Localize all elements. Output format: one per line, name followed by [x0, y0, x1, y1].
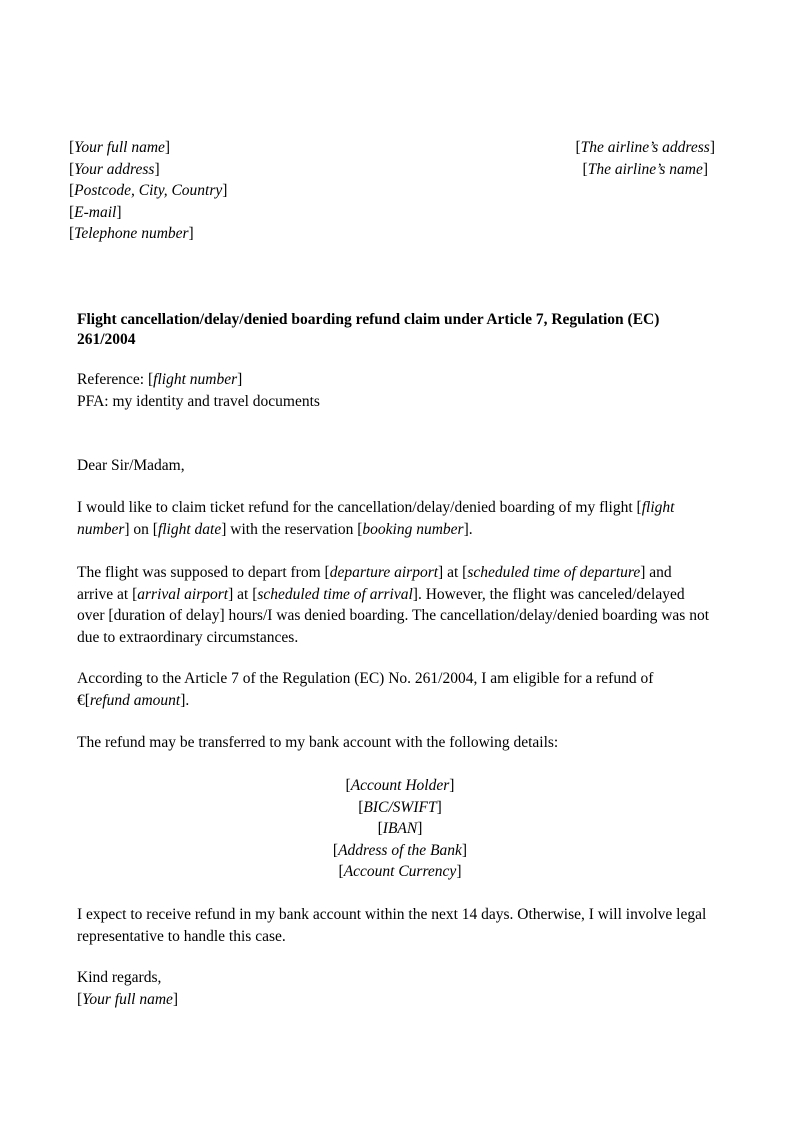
bank-bic: [BIC/SWIFT]	[358, 798, 442, 816]
paragraph-line: I would like to claim ticket refund for the cancellation/delay/denied boarding of my flight [flight	[77, 499, 675, 516]
paragraph-line: due to extraordinary circumstances.	[77, 628, 299, 646]
paragraph-flight-details	[77, 562, 737, 648]
sender-phone: [Telephone number]	[69, 225, 194, 242]
paragraph-line: €[refund amount].	[77, 691, 190, 709]
closing-block	[77, 967, 178, 1010]
paragraph-line: The flight was supposed to depart from [departure airport] at [scheduled time of departure] and	[77, 564, 672, 581]
paragraph-line: number] on [flight date] with the reservation [booking number].	[77, 520, 473, 538]
bank-currency: [Account Currency]	[338, 863, 462, 880]
sender-email: [E-mail]	[69, 203, 122, 221]
bank-details	[200, 775, 600, 883]
reference-block	[77, 369, 320, 412]
closing-name: [Your full name]	[77, 990, 179, 1008]
recipient-block	[575, 137, 715, 180]
sender-address: [Your address]	[69, 160, 160, 178]
recipient-address: [The airline’s address]	[575, 139, 715, 156]
paragraph-transfer: The refund may be transferred to my bank account with the following details:	[77, 734, 559, 751]
paragraph-line: arrive at [arrival airport] at [scheduled time of arrival]. However, the flight was canceled/delayed	[77, 585, 685, 603]
subject-heading	[77, 310, 727, 350]
salutation: Dear Sir/Madam,	[77, 457, 185, 474]
paragraph-line: According to the Article 7 of the Regulation (EC) No. 261/2004, I am eligible for a refund of	[77, 670, 654, 687]
paragraph-deadline	[77, 904, 737, 947]
paragraph-line: representative to handle this case.	[77, 927, 286, 945]
subject-line-1: Flight cancellation/delay/denied boarding refund claim under Article 7, Regulation (EC)	[77, 311, 660, 328]
paragraph-line: over [duration of delay] hours/I was denied boarding. The cancellation/delay/denied boarding was not	[77, 607, 709, 624]
sender-block	[69, 137, 227, 245]
reference-line: Reference: [flight number]	[77, 371, 243, 388]
bank-account-holder: [Account Holder]	[345, 777, 455, 794]
closing-regards: Kind regards,	[77, 969, 162, 986]
paragraph-claim	[77, 497, 737, 540]
sender-name: [Your full name]	[69, 139, 171, 156]
bank-iban: [IBAN]	[377, 820, 423, 837]
subject-line-2: 261/2004	[77, 331, 136, 348]
paragraph-eligibility	[77, 668, 737, 711]
recipient-name: [The airline’s name]	[582, 160, 708, 178]
sender-city: [Postcode, City, Country]	[69, 182, 228, 199]
pfa-line: PFA: my identity and travel documents	[77, 392, 320, 410]
bank-address: [Address of the Bank]	[332, 841, 468, 859]
paragraph-line: I expect to receive refund in my bank account within the next 14 days. Otherwise, I will involve legal	[77, 906, 707, 923]
